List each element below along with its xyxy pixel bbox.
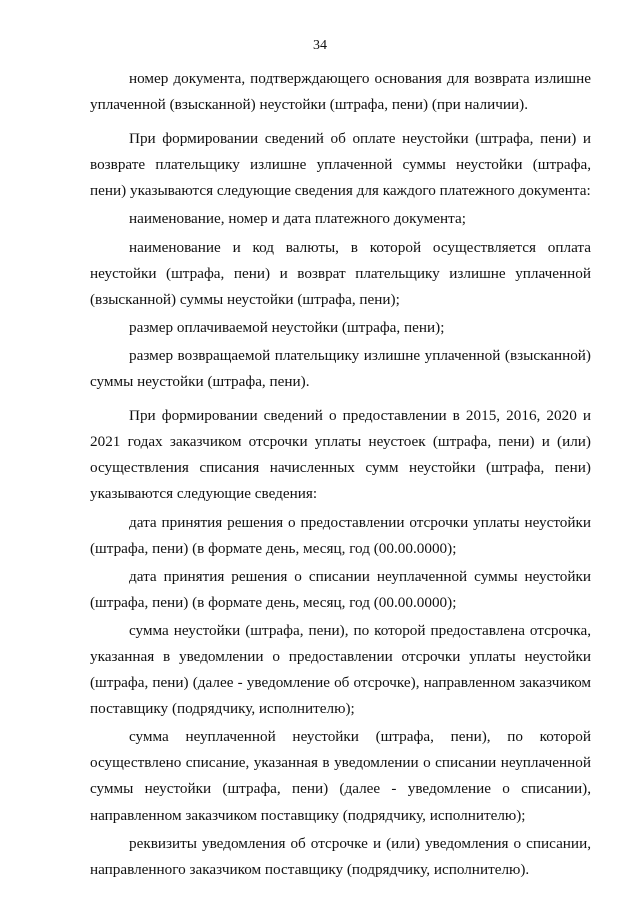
paragraph: сумма неуплаченной неустойки (штрафа, пени), по которой осуществлено списание, указанная в уведомлении о списании неуплаченной суммы неустойки (штрафа, пени) (далее - уведомление о списании), направленном заказчиком поставщику (подрядчику, исполнителю);	[90, 728, 591, 824]
paragraph: При формировании сведений о предоставлении в 2015, 2016, 2020 и 2021 годах заказчиком отсрочки уплаты неустоек (штрафа, пени) и (или) осуществления списания начисленных сумм неустойки (штрафа, пени) указываются следующие сведения:	[90, 407, 591, 503]
paragraph: размер возвращаемой плательщику излишне уплаченной (взысканной) суммы неустойки (штрафа, пени).	[90, 346, 591, 391]
document-body	[90, 66, 591, 883]
paragraph: наименование и код валюты, в которой осуществляется оплата неустойки (штрафа, пени) и возврат плательщику излишне уплаченной (взысканной) суммы неустойки (штрафа, пени);	[90, 238, 591, 308]
paragraph: наименование, номер и дата платежного документа;	[129, 210, 466, 228]
paragraph: сумма неустойки (штрафа, пени), по которой предоставлена отсрочка, указанная в уведомлении о предоставлении отсрочки уплаты неустойки (штрафа, пени) (далее - уведомление об отсрочке), направленном заказчиком поставщику (подрядчику, исполнителю);	[90, 621, 591, 718]
paragraph: При формировании сведений об оплате неустойки (штрафа, пени) и возврате плательщику излишне уплаченной суммы неустойки (штрафа, пени) указываются следующие сведения для каждого платежного документа:	[90, 130, 591, 200]
paragraph: реквизиты уведомления об отсрочке и (или) уведомления о списании, направленного заказчиком поставщику (подрядчику, исполнителю).	[90, 834, 591, 878]
paragraph: дата принятия решения о предоставлении отсрочки уплаты неустойки (штрафа, пени) (в формате день, месяц, год (00.00.0000);	[90, 513, 591, 557]
paragraph: размер оплачиваемой неустойки (штрафа, пени);	[129, 318, 445, 336]
page-number: 34	[313, 38, 327, 53]
paragraph: дата принятия решения о списании неуплаченной суммы неустойки (штрафа, пени) (в формате день, месяц, год (00.00.0000);	[90, 567, 591, 611]
paragraph: номер документа, подтверждающего основания для возврата излишне уплаченной (взысканной) неустойки (штрафа, пени) (при наличии).	[90, 70, 591, 114]
